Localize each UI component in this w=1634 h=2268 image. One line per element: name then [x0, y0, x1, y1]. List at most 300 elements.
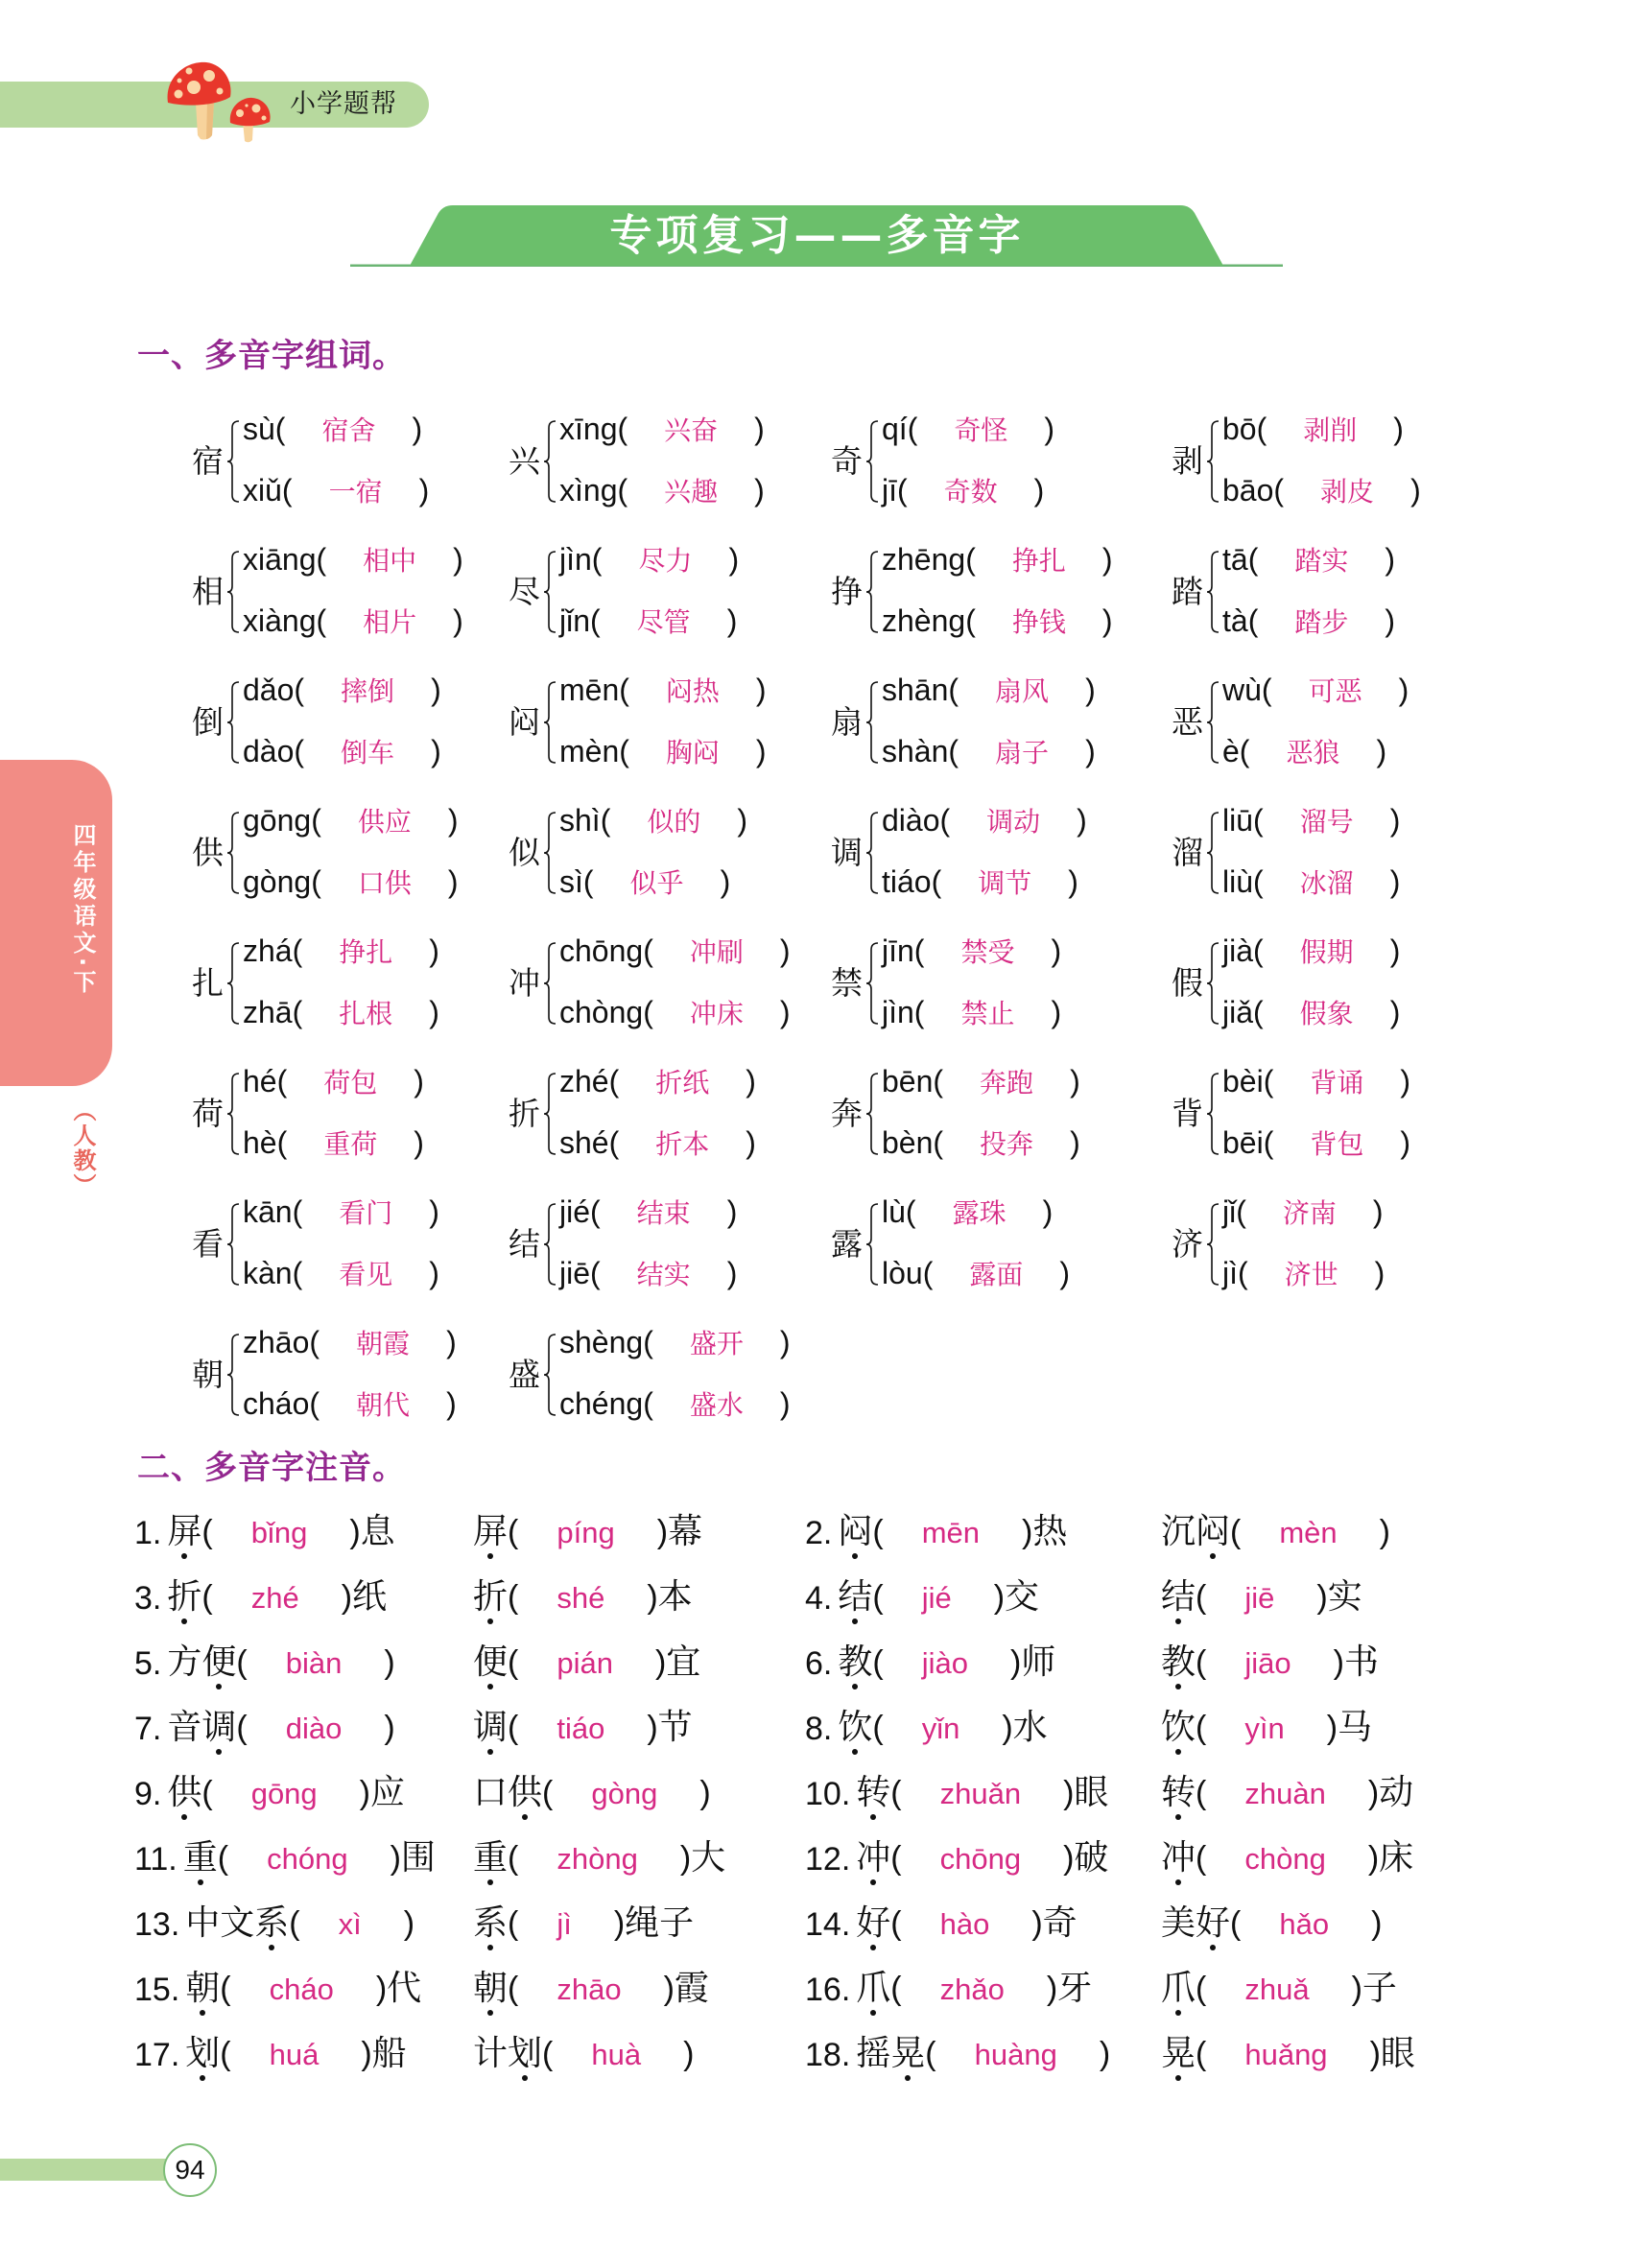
pinyin: xiāng: [243, 542, 317, 577]
brace-icon: [226, 1202, 240, 1287]
open-paren: (: [508, 1905, 519, 1942]
answer-word: 假象: [1299, 998, 1354, 1029]
close-paren: ): [1369, 2036, 1381, 2072]
brand-name: 小学题帮: [290, 89, 397, 119]
close-paren: ): [1099, 2036, 1111, 2072]
reading-list: [559, 398, 765, 521]
page-number: 94: [163, 2143, 217, 2197]
answer-word: 似乎: [629, 867, 684, 899]
answer-word: 供应: [357, 806, 412, 838]
pinyin: jī: [882, 473, 897, 508]
close-paren: ): [647, 1710, 658, 1746]
open-paren: (: [1273, 473, 1285, 508]
reading-line: [243, 981, 439, 1043]
marked-character: 爪: [1161, 1956, 1196, 2021]
reading-line: [882, 790, 1087, 851]
question-part: [1161, 1956, 1478, 2022]
close-paren: ): [1371, 1905, 1383, 1942]
reading-line: [1222, 398, 1421, 460]
polyphone-group-grid: [192, 396, 1479, 1440]
answer-word: 口供: [357, 867, 412, 899]
question-item: [805, 1695, 1478, 1760]
reading-list: [1222, 1051, 1410, 1173]
question-item: [805, 1500, 1478, 1565]
question-part: [473, 1760, 805, 1827]
question-item: [134, 1695, 805, 1760]
brace-icon: [1206, 419, 1220, 504]
open-paren: (: [309, 1325, 320, 1359]
marked-character: 划: [508, 2021, 542, 2087]
close-paren: ): [1046, 1971, 1058, 2007]
pinyin: jīn: [882, 933, 914, 968]
pinyin: xìng: [559, 473, 618, 508]
open-paren: (: [217, 1840, 229, 1877]
brace-icon: [865, 680, 879, 765]
pinyin: chōng: [559, 933, 644, 968]
open-paren: (: [643, 1386, 653, 1421]
grade-subject-label: 四年级语文·下: [69, 823, 96, 998]
polyphone-group: [192, 918, 509, 1049]
close-paren: ): [1022, 1514, 1033, 1550]
word-suffix: 船: [371, 2034, 407, 2073]
pinyin: hè: [243, 1125, 277, 1160]
open-paren: (: [1263, 1125, 1274, 1160]
open-paren: (: [1196, 1644, 1207, 1681]
question-part: [1161, 1891, 1478, 1957]
close-paren: ): [1042, 1194, 1054, 1229]
open-paren: (: [643, 1325, 653, 1359]
question-number: 14.: [805, 1905, 851, 1943]
brace-icon: [543, 1333, 557, 1417]
question-number: 2.: [805, 1514, 833, 1551]
close-paren: ): [1063, 1775, 1075, 1811]
polyphone-character: 露: [831, 1225, 863, 1263]
reading-list: [559, 920, 791, 1043]
answer-pinyin: huá: [269, 2038, 320, 2071]
open-paren: (: [1256, 412, 1267, 446]
question-number: 15.: [134, 1971, 180, 2008]
answer-pinyin: jiāo: [1244, 1646, 1291, 1680]
close-paren: ): [1400, 1125, 1411, 1160]
open-paren: (: [965, 603, 976, 638]
close-paren: ): [418, 473, 430, 508]
question-part: [473, 1891, 805, 1957]
pinyin: chòng: [559, 995, 644, 1029]
answer-word: 调节: [978, 867, 1032, 899]
marked-character: 重: [473, 1826, 508, 1891]
annotation-question-grid: [134, 1500, 1478, 2087]
answer-word: 荷包: [323, 1067, 378, 1099]
polyphone-character: 倒: [192, 703, 224, 741]
brace-icon: [865, 941, 879, 1026]
pinyin: bāo: [1222, 473, 1274, 508]
answer-word: 盛水: [689, 1389, 744, 1421]
answer-pinyin: bǐng: [250, 1516, 308, 1549]
polyphone-character: 宿: [192, 442, 224, 480]
polyphone-character: 假: [1172, 964, 1203, 1002]
answer-word: 似的: [647, 806, 701, 838]
open-paren: (: [309, 1386, 320, 1421]
answer-pinyin: biàn: [285, 1646, 343, 1680]
word-suffix: 床: [1379, 1838, 1414, 1878]
marked-character: 供: [508, 1760, 542, 1826]
answer-word: 摔倒: [341, 675, 395, 707]
close-paren: ): [1389, 864, 1401, 899]
word-suffix: 围: [400, 1838, 436, 1878]
brace-icon: [1206, 1072, 1220, 1156]
word-suffix: 应: [370, 1773, 406, 1812]
polyphone-group: [831, 396, 1172, 527]
reading-line: [1222, 981, 1400, 1043]
answer-word: 禁止: [960, 998, 1015, 1029]
answer-word: 倒车: [341, 737, 395, 768]
reading-line: [882, 659, 1096, 721]
marked-character: 转: [856, 1760, 890, 1826]
open-paren: (: [201, 1514, 213, 1550]
reading-line: [559, 1311, 791, 1373]
polyphone-character: 踏: [1172, 573, 1203, 610]
answer-pinyin: jiào: [921, 1646, 968, 1680]
polyphone-group: [192, 788, 509, 918]
pinyin: dào: [243, 734, 295, 768]
polyphone-group: [831, 918, 1172, 1049]
question-part: [473, 2021, 805, 2088]
polyphone-character: 调: [831, 834, 863, 871]
brace-icon: [543, 680, 557, 765]
reading-line: [882, 460, 1054, 521]
reading-list: [882, 659, 1096, 782]
pinyin: jì: [1222, 1256, 1238, 1290]
polyphone-character: 扇: [831, 703, 863, 741]
pinyin: tā: [1222, 542, 1248, 577]
open-paren: (: [542, 1775, 554, 1811]
polyphone-group: [509, 527, 831, 657]
answer-word: 奇怪: [954, 414, 1008, 446]
word-prefix: 音: [167, 1708, 202, 1747]
word-suffix: 子: [1362, 1969, 1397, 2008]
marked-character: 朝: [185, 1956, 220, 2021]
pinyin: shān: [882, 673, 949, 707]
polyphone-character: 禁: [831, 964, 863, 1002]
answer-word: 朝霞: [356, 1328, 411, 1359]
pinyin: shé: [559, 1125, 609, 1160]
pinyin: è: [1222, 734, 1240, 768]
marked-character: 教: [1161, 1630, 1196, 1695]
footer-bar: [0, 2159, 173, 2181]
reading-line: [559, 1181, 737, 1242]
word-prefix: 沉: [1161, 1512, 1196, 1551]
open-paren: (: [872, 1514, 884, 1550]
polyphone-character: 济: [1172, 1225, 1203, 1263]
reading-line: [1222, 790, 1400, 851]
marked-character: 重: [183, 1826, 218, 1891]
open-paren: (: [590, 1256, 601, 1290]
section-heading-pinyin-annotation: 二、多音字注音。: [137, 1449, 406, 1487]
answer-pinyin: zhāo: [557, 1973, 622, 2006]
answer-word: 胸闷: [665, 737, 720, 768]
polyphone-group: [831, 1049, 1172, 1179]
answer-word: 禁受: [960, 936, 1015, 968]
pinyin: jiǎ: [1222, 995, 1254, 1029]
question-number: 4.: [805, 1579, 833, 1617]
brace-icon: [865, 550, 879, 634]
question-number: 1.: [134, 1514, 162, 1551]
open-paren: (: [220, 2036, 231, 2072]
reading-line: [243, 920, 439, 981]
pinyin: zhèng: [882, 603, 966, 638]
reading-line: [882, 920, 1061, 981]
answer-pinyin: gòng: [591, 1777, 658, 1810]
close-paren: ): [1398, 673, 1409, 707]
question-part: [856, 1956, 1161, 2022]
reading-list: [559, 790, 747, 912]
pinyin: zhá: [243, 933, 293, 968]
reading-line: [243, 460, 429, 521]
open-paren: (: [1253, 933, 1264, 968]
brace-icon: [865, 1202, 879, 1287]
answer-pinyin: yìn: [1244, 1712, 1285, 1745]
open-paren: (: [905, 1194, 916, 1229]
polyphone-character: 似: [509, 834, 540, 871]
page-title: 专项复习——多音字: [609, 211, 1025, 260]
reading-line: [1222, 1051, 1410, 1112]
polyphone-character: 折: [509, 1095, 540, 1132]
answer-word: 朝代: [356, 1389, 411, 1421]
open-paren: (: [965, 542, 976, 577]
reading-line: [559, 460, 765, 521]
pinyin: jìn: [882, 995, 914, 1029]
polyphone-character: 供: [192, 834, 224, 871]
word-suffix: 牙: [1057, 1969, 1093, 2008]
open-paren: (: [617, 473, 628, 508]
question-part: [838, 1565, 1161, 1631]
close-paren: ): [446, 1386, 457, 1421]
open-paren: (: [201, 1579, 213, 1616]
question-part: [167, 1500, 473, 1566]
reading-list: [243, 1181, 439, 1304]
question-number: 9.: [134, 1775, 162, 1812]
word-suffix: 霞: [674, 1969, 709, 2008]
answer-word: 结束: [636, 1197, 691, 1229]
question-item: [134, 1891, 805, 1956]
close-paren: ): [414, 1064, 424, 1099]
polyphone-character: 荷: [192, 1095, 224, 1132]
reading-list: [243, 1311, 457, 1434]
marked-character: 便: [201, 1630, 236, 1695]
open-paren: (: [1230, 1514, 1242, 1550]
reading-line: [882, 590, 1113, 651]
close-paren: ): [1063, 1840, 1075, 1877]
word-suffix: 师: [1021, 1642, 1056, 1682]
reading-line: [1222, 1112, 1410, 1173]
word-prefix: 计: [473, 2034, 509, 2073]
pinyin: jǐn: [559, 603, 591, 638]
question-item: [805, 1630, 1478, 1695]
question-part: [473, 1826, 805, 1892]
marked-character: 转: [1161, 1760, 1196, 1826]
marked-character: 冲: [1161, 1826, 1196, 1891]
question-item: [134, 1956, 805, 2021]
reading-line: [882, 721, 1096, 782]
open-paren: (: [1247, 542, 1259, 577]
pinyin: chéng: [559, 1386, 644, 1421]
word-prefix: 口: [473, 1773, 509, 1812]
polyphone-group: [509, 657, 831, 788]
close-paren: ): [361, 2036, 372, 2072]
answer-pinyin: chòng: [1244, 1842, 1326, 1876]
reading-line: [243, 1373, 457, 1434]
close-paren: ): [429, 933, 439, 968]
question-part: [185, 2021, 473, 2088]
pinyin: jiē: [559, 1256, 591, 1290]
word-suffix: 大: [691, 1838, 726, 1878]
open-paren: (: [292, 1194, 303, 1229]
close-paren: ): [375, 1971, 388, 2007]
open-paren: (: [289, 1905, 300, 1942]
brace-icon: [226, 550, 240, 634]
close-paren: ): [746, 1125, 756, 1160]
open-paren: (: [590, 1194, 601, 1229]
close-paren: ): [447, 864, 459, 899]
marked-character: 屏: [167, 1500, 201, 1565]
answer-pinyin: zhuàn: [1244, 1777, 1326, 1810]
question-part: [1161, 1695, 1478, 1761]
word-suffix: 眼: [1074, 1773, 1109, 1812]
open-paren: (: [276, 1064, 288, 1099]
pinyin: zhé: [559, 1064, 609, 1099]
polyphone-character: 奇: [831, 442, 863, 480]
answer-word: 冲刷: [689, 936, 744, 968]
open-paren: (: [276, 1125, 288, 1160]
reading-line: [559, 1242, 737, 1304]
open-paren: (: [220, 1971, 231, 2007]
question-item: [134, 1500, 805, 1565]
reading-line: [243, 721, 441, 782]
close-paren: ): [1389, 995, 1401, 1029]
word-suffix: 破: [1074, 1838, 1109, 1878]
open-paren: (: [617, 412, 628, 446]
reading-list: [882, 920, 1061, 1043]
open-paren: (: [201, 1775, 213, 1811]
reading-line: [243, 790, 459, 851]
question-item: [134, 1760, 805, 1826]
question-number: 7.: [134, 1710, 162, 1747]
close-paren: ): [403, 1905, 415, 1942]
close-paren: ): [755, 734, 767, 768]
open-paren: (: [1247, 603, 1259, 638]
word-suffix: 书: [1343, 1642, 1379, 1682]
marked-character: 晃: [1161, 2021, 1196, 2087]
open-paren: (: [600, 803, 611, 838]
answer-word: 相中: [363, 545, 417, 577]
open-paren: (: [236, 1710, 248, 1746]
word-prefix: 美: [1161, 1903, 1196, 1943]
polyphone-group: [192, 396, 509, 527]
question-part: [856, 1891, 1161, 1957]
reading-list: [559, 529, 739, 651]
reading-line: [559, 981, 791, 1043]
open-paren: (: [508, 1840, 519, 1877]
answer-word: 露珠: [952, 1197, 1006, 1229]
close-paren: ): [1051, 995, 1062, 1029]
question-part: [167, 1565, 473, 1631]
answer-pinyin: zhé: [250, 1581, 299, 1615]
reading-list: [243, 398, 429, 521]
question-number: 12.: [805, 1840, 851, 1878]
open-paren: (: [236, 1644, 248, 1681]
answer-pinyin: chōng: [939, 1842, 1022, 1876]
reading-list: [882, 398, 1054, 521]
question-item: [134, 1565, 805, 1630]
answer-pinyin: píng: [557, 1516, 615, 1549]
answer-pinyin: pián: [557, 1646, 613, 1680]
polyphone-character: 盛: [509, 1356, 540, 1393]
close-paren: ): [1385, 542, 1396, 577]
question-part: [183, 1826, 473, 1892]
close-paren: ): [1316, 1579, 1328, 1616]
close-paren: ): [359, 1775, 370, 1811]
pinyin: bēi: [1222, 1125, 1264, 1160]
brace-icon: [1206, 941, 1220, 1026]
open-paren: (: [1196, 1710, 1207, 1746]
brace-icon: [543, 811, 557, 895]
reading-line: [1222, 659, 1409, 721]
open-paren: (: [508, 1644, 519, 1681]
close-paren: ): [431, 673, 441, 707]
pinyin: bō: [1222, 412, 1257, 446]
reading-line: [559, 1051, 756, 1112]
close-paren: ): [1410, 473, 1421, 508]
reading-line: [882, 981, 1061, 1043]
open-paren: (: [311, 803, 321, 838]
pinyin: zhā: [243, 995, 293, 1029]
open-paren: (: [913, 995, 925, 1029]
close-paren: ): [1077, 803, 1087, 838]
pinyin: mèn: [559, 734, 620, 768]
answer-word: 踏实: [1294, 545, 1349, 577]
pinyin: jǐ: [1222, 1194, 1237, 1229]
question-part: [856, 1760, 1161, 1827]
marked-character: 调: [201, 1695, 236, 1760]
brace-icon: [543, 419, 557, 504]
reading-line: [1222, 529, 1395, 590]
close-paren: ): [737, 803, 748, 838]
answer-pinyin: zhǎo: [939, 1973, 1005, 2006]
question-part: [473, 1565, 805, 1631]
answer-pinyin: jì: [557, 1907, 572, 1941]
polyphone-group: [831, 788, 1172, 918]
polyphone-group: [192, 527, 509, 657]
polyphone-group: [1172, 1049, 1479, 1179]
answer-word: 扇风: [995, 675, 1050, 707]
marked-character: 闷: [1196, 1500, 1230, 1565]
marked-character: 教: [838, 1630, 872, 1695]
close-paren: ): [726, 1256, 738, 1290]
pinyin: dǎo: [243, 673, 295, 707]
pinyin: xiàng: [243, 603, 317, 638]
reading-list: [1222, 398, 1421, 521]
polyphone-character: 溜: [1172, 834, 1203, 871]
polyphone-character: 朝: [192, 1356, 224, 1393]
open-paren: (: [1253, 995, 1264, 1029]
question-item: [134, 1630, 805, 1695]
pinyin: bèi: [1222, 1064, 1264, 1099]
word-suffix: 代: [387, 1969, 422, 2008]
close-paren: ): [431, 734, 441, 768]
open-paren: (: [582, 864, 594, 899]
polyphone-character: 扎: [192, 964, 224, 1002]
pinyin: xīng: [559, 412, 618, 446]
